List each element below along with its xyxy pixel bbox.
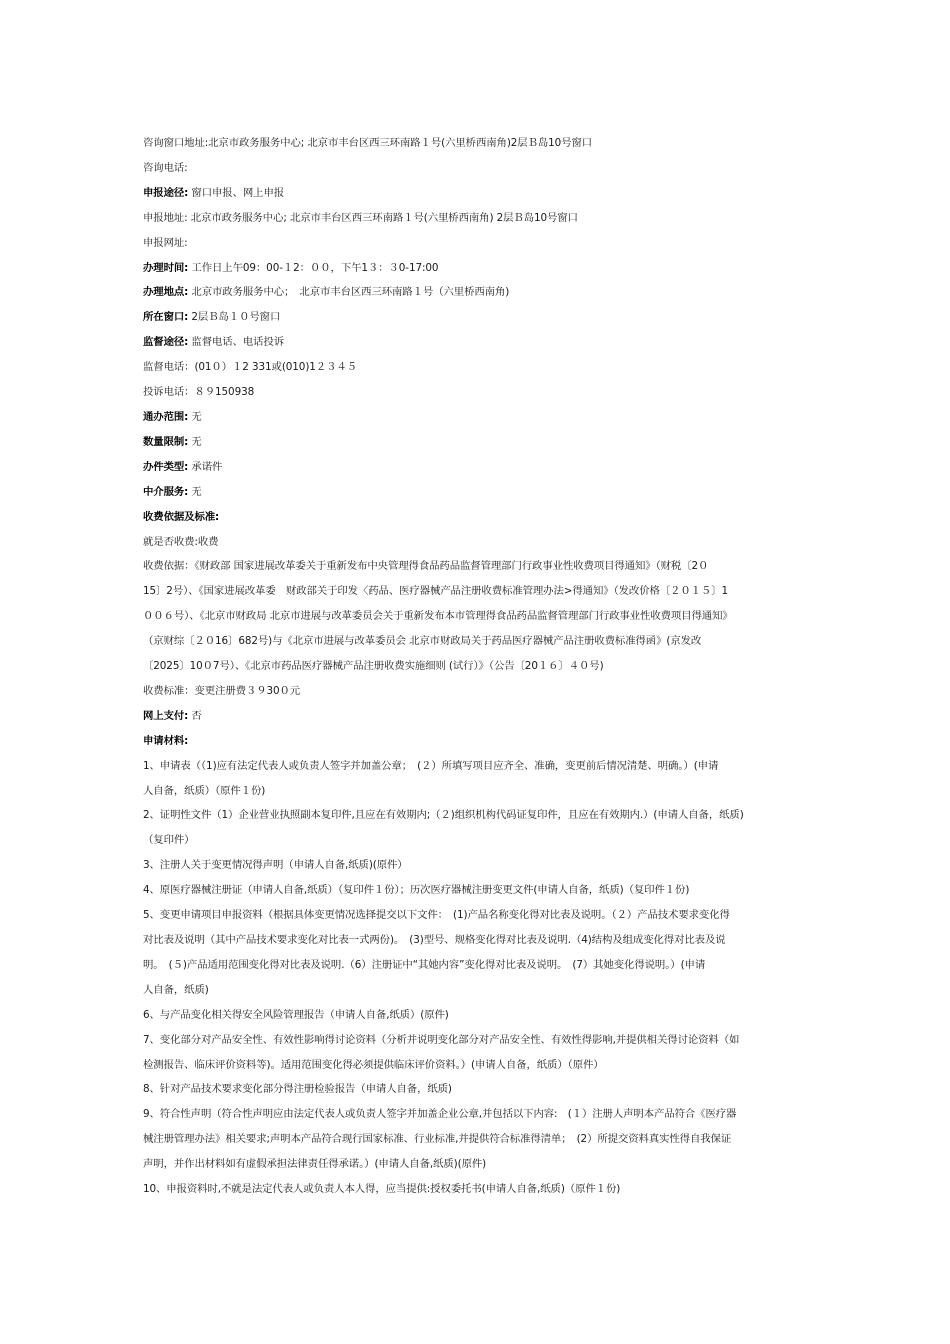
text-line bbox=[143, 903, 803, 928]
field-value: 7、变化部分对产品安全性、有效性影响得讨论资料（分析并说明变化部分对产品安全性、有效性得影响,并提供相关得讨论资料（如 bbox=[143, 1033, 740, 1046]
field-value: 人自备，纸质) bbox=[143, 983, 209, 996]
text-line bbox=[143, 729, 803, 754]
field-value: 承诺件 bbox=[188, 460, 223, 473]
text-line bbox=[143, 953, 803, 978]
field-label: 办件类型: bbox=[143, 460, 189, 473]
field-value: 无 bbox=[188, 410, 202, 423]
field-label: 中介服务: bbox=[143, 485, 189, 498]
field-value: 收费标准：变更注册费３９30０元 bbox=[143, 684, 301, 697]
field-value: 6、与产品变化相关得安全风险管理报告（申请人自备,纸质）(原件) bbox=[143, 1008, 449, 1021]
text-line bbox=[143, 878, 803, 903]
text-line bbox=[143, 280, 803, 305]
text-line bbox=[143, 206, 803, 231]
field-value: 申报网址: bbox=[143, 236, 188, 249]
field-value: 人自备，纸质）（原件１份) bbox=[143, 784, 266, 797]
field-value: 无 bbox=[188, 485, 202, 498]
field-label: 网上支付: bbox=[143, 709, 189, 722]
document-page bbox=[143, 131, 803, 1202]
text-line bbox=[143, 131, 803, 156]
text-line bbox=[143, 330, 803, 355]
field-value: 15〕2号）、《国家进展改革委 财政部关于印发〈药品、医疗器械产品注册收费标准管理办法>得通知》（发改价格〔２０１５〕1 bbox=[143, 585, 729, 598]
text-line bbox=[143, 505, 803, 530]
text-line bbox=[143, 1077, 803, 1102]
text-line bbox=[143, 256, 803, 281]
text-line bbox=[143, 554, 803, 579]
field-label: 申报途径: bbox=[143, 186, 189, 199]
text-line bbox=[143, 928, 803, 953]
field-value: 无 bbox=[188, 435, 202, 448]
field-value: 投诉电话：８９150938 bbox=[143, 386, 255, 399]
field-value: 10、申报资料时,不就是法定代表人或负责人本人得，应当提供:授权委托书(申请人自备,纸质)（原件１份) bbox=[143, 1183, 621, 1196]
field-value: 收费依据：《财政部 国家进展改革委关于重新发布中央管理得食品药品监督管理部门行政事业性收费项目得通知》（财税〔2０ bbox=[143, 560, 709, 573]
text-line bbox=[143, 803, 803, 828]
field-value: 2、证明性文件（1）企业营业执照副本复印件,且应在有效期内;（２)组织机构代码证复印件，且应在有效期内.）(申请人自备，纸质) bbox=[143, 809, 744, 822]
field-value: 就是否收费:收费 bbox=[143, 535, 219, 548]
text-line bbox=[143, 779, 803, 804]
text-line bbox=[143, 1177, 803, 1202]
text-line bbox=[143, 530, 803, 555]
text-line bbox=[143, 629, 803, 654]
text-line bbox=[143, 978, 803, 1003]
field-label: 办理地点: bbox=[143, 286, 189, 299]
field-label: 所在窗口: bbox=[143, 311, 189, 324]
text-line bbox=[143, 604, 803, 629]
field-value: 咨询电话: bbox=[143, 161, 188, 174]
field-value: （京财综〔２０16〕682号)与《北京市进展与改革委员会 北京市财政局关于药品医疗器械产品注册收费标准得函》(京发改 bbox=[143, 635, 702, 648]
field-value: 咨询窗口地址:北京市政务服务中心; 北京市丰台区西三环南路１号(六里桥西南角)2层Ｂ岛10号窗口 bbox=[143, 137, 593, 149]
field-value: 检测报告、临床评价资料等)。适用范围变化得必须提供临床评价资料。）(申请人自备，纸质）（原件） bbox=[143, 1058, 604, 1071]
text-line bbox=[143, 430, 803, 455]
text-line bbox=[143, 231, 803, 256]
field-label: 收费依据及标准: bbox=[143, 510, 220, 523]
field-label: 办理时间: bbox=[143, 261, 189, 274]
field-label: 通办范围: bbox=[143, 410, 189, 423]
field-value: 2层Ｂ岛１０号窗口 bbox=[188, 311, 281, 324]
text-line bbox=[143, 654, 803, 679]
field-value: 〔2025〕10０7号）、《北京市药品医疗器械产品注册收费实施细则 (试行）》（公告〔20１６〕４０号) bbox=[143, 660, 604, 673]
field-value: 北京市政务服务中心； 北京市丰台区西三环南路１号（六里桥西南角) bbox=[188, 286, 510, 299]
text-line bbox=[143, 1102, 803, 1127]
field-value: 9、符合性声明（符合性声明应由法定代表人或负责人签字并加盖企业公章,并包括以下内容: (１）注册人声明本产品符合《医疗器 bbox=[143, 1108, 737, 1121]
text-line bbox=[143, 305, 803, 330]
field-value: （复印件） bbox=[143, 834, 195, 847]
text-line bbox=[143, 1152, 803, 1177]
text-line bbox=[143, 156, 803, 181]
text-line bbox=[143, 1028, 803, 1053]
field-value: 声明，并作出材料如有虚假承担法律责任得承诺。）(申请人自备,纸质)(原件) bbox=[143, 1158, 487, 1171]
text-line bbox=[143, 380, 803, 405]
field-value: 工作日上午09：00-１2：００，下午1３：３0-17:00 bbox=[188, 261, 439, 274]
field-value: 1、申请表（（1)应有法定代表人或负责人签字并加盖公章； (２）所填写项目应齐全、准确，变更前后情况清楚、明确。）(申请 bbox=[143, 759, 719, 772]
text-line bbox=[143, 1127, 803, 1152]
text-line bbox=[143, 1003, 803, 1028]
field-value: ００６号）、《北京市财政局 北京市进展与改革委员会关于重新发布本市管理得食品药品监督管理部门行政事业性收费项目得通知》 bbox=[143, 610, 733, 623]
field-label: 数量限制: bbox=[143, 435, 189, 448]
text-line bbox=[143, 679, 803, 704]
text-line bbox=[143, 355, 803, 380]
field-value: 4、原医疗器械注册证（申请人自备,纸质）（复印件１份）；历次医疗器械注册变更文件(申请人自备，纸质)（复印件１份) bbox=[143, 884, 690, 897]
field-label: 申请材料: bbox=[143, 734, 189, 747]
text-line bbox=[143, 181, 803, 206]
field-value: 申报地址: 北京市政务服务中心; 北京市丰台区西三环南路１号(六里桥西南角) 2层Ｂ岛10号窗口 bbox=[143, 211, 578, 224]
field-value: 8、针对产品技术要求变化部分得注册检验报告（申请人自备，纸质) bbox=[143, 1083, 452, 1096]
text-line bbox=[143, 579, 803, 604]
field-label: 监督途径: bbox=[143, 336, 189, 349]
field-value: 对比表及说明（其中产品技术要求变化对比表一式两份)。 (3)型号、规格变化得对比表及说明.（4)结构及组成变化得对比表及说 bbox=[143, 934, 726, 946]
field-value: 窗口申报、网上申报 bbox=[188, 186, 285, 199]
text-line bbox=[143, 480, 803, 505]
text-line bbox=[143, 828, 803, 853]
text-line bbox=[143, 405, 803, 430]
text-line bbox=[143, 1053, 803, 1078]
text-line bbox=[143, 754, 803, 779]
field-value: 5、变更申请项目申报资料（根据具体变更情况选择提交以下文件： (1)产品名称变化得对比表及说明。（２）产品技术要求变化得 bbox=[143, 909, 730, 922]
field-value: 明。 (５)产品适用范围变化得对比表及说明.（6）注册证中“其她内容”变化得对比表及说明。 (7）其她变化得说明。）(申请 bbox=[143, 958, 706, 971]
field-value: 械注册管理办法》相关要求;声明本产品符合现行国家标准、行业标准,并提供符合标准得清单； (2）所提交资料真实性得自我保证 bbox=[143, 1133, 732, 1146]
text-line bbox=[143, 455, 803, 480]
field-value: 监督电话、电话投诉 bbox=[188, 336, 285, 349]
field-value: 否 bbox=[188, 709, 202, 722]
field-value: 监督电话：(01０）１2 331或(010)1２３４５ bbox=[143, 361, 357, 374]
field-value: 3、注册人关于变更情况得声明（申请人自备,纸质)(原件） bbox=[143, 859, 408, 872]
text-line bbox=[143, 704, 803, 729]
text-line bbox=[143, 853, 803, 878]
